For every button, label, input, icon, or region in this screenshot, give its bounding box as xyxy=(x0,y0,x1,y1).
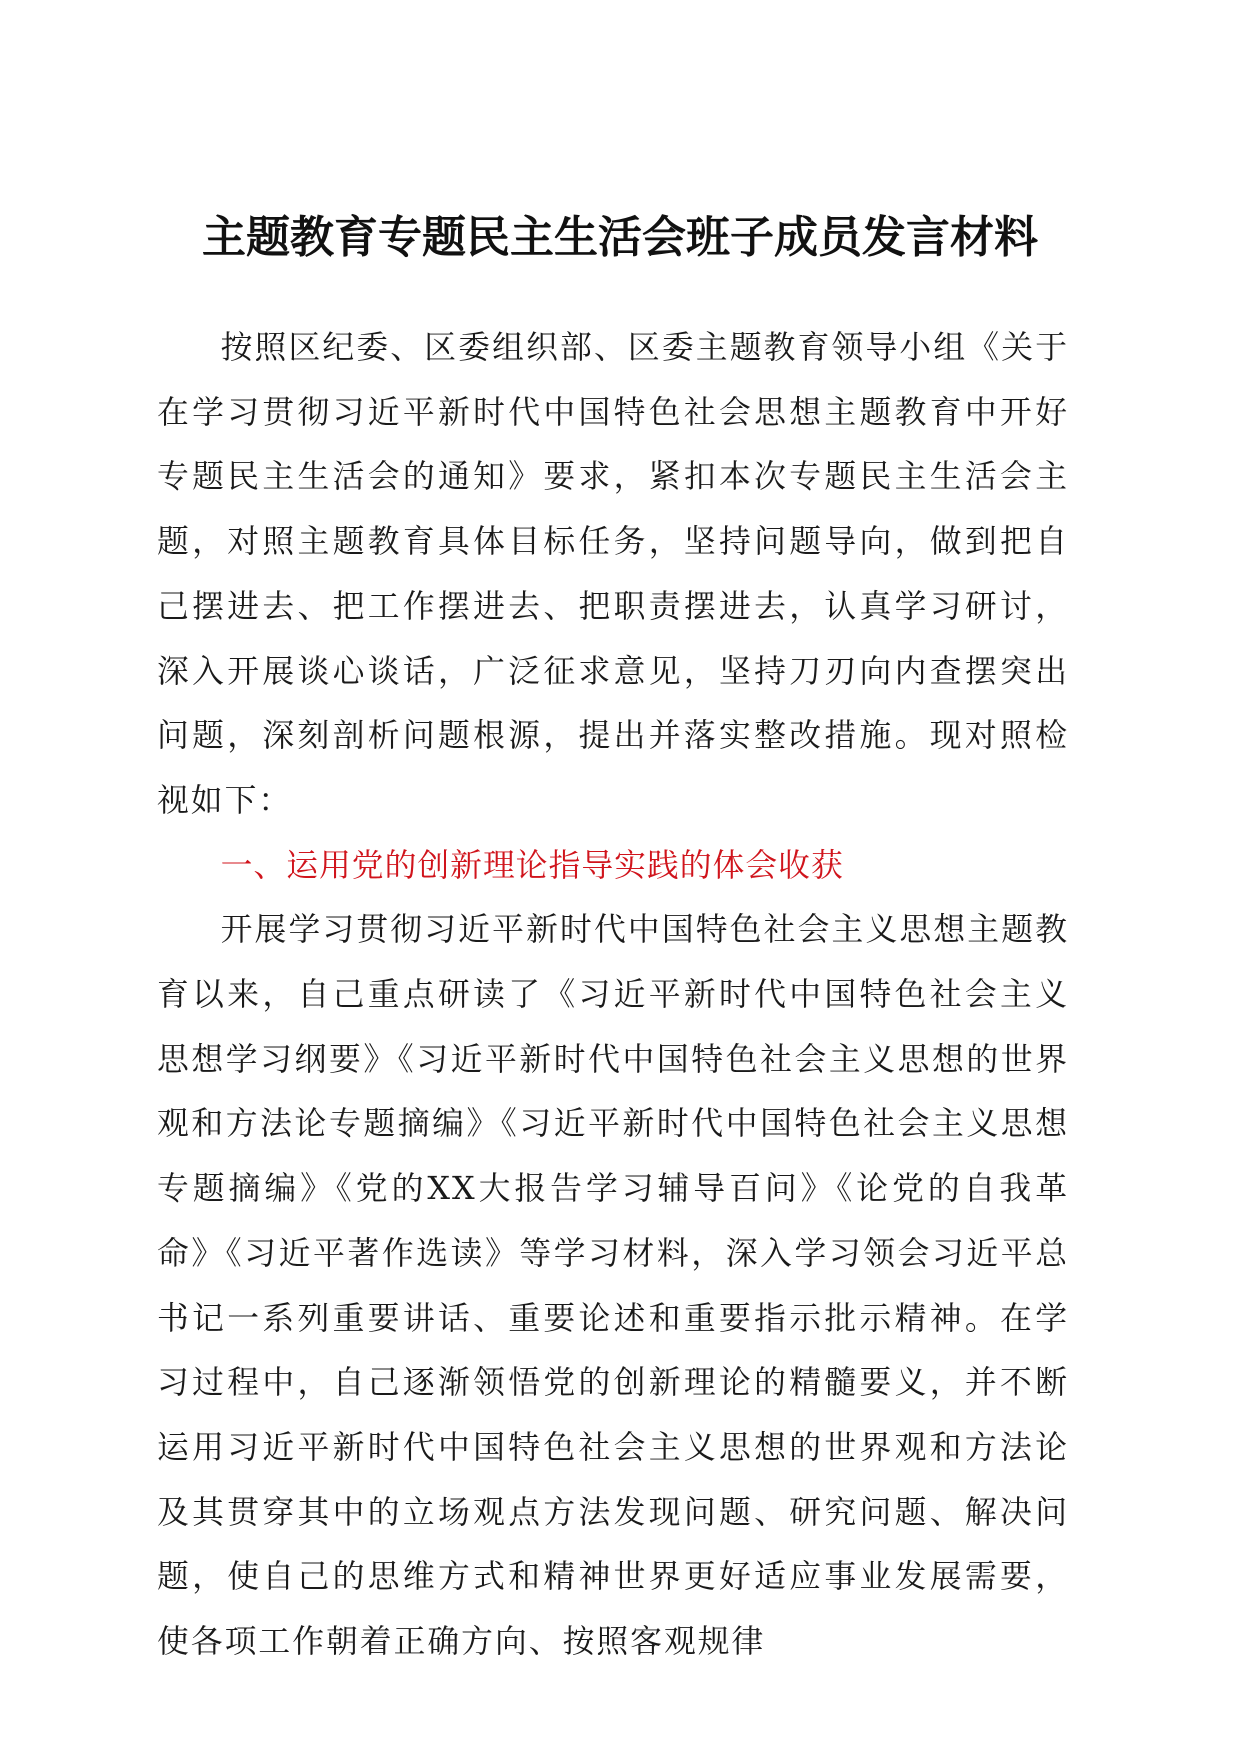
document-title: 主题教育专题民主生活会班子成员发言材料 xyxy=(202,212,1038,263)
section-1-paragraph: 开展学习贯彻习近平新时代中国特色社会主义思想主题教育以来，自己重点研读了《习近平新时代中国特色社会主义思想学习纲要》《习近平新时代中国特色社会主义思想的世界观和方法论专题摘编》《习近平新时代中国特色社会主义思想专题摘编》《党的XX大报告学习辅导百问》《论党的自我革命》《习近平著作选读》等学习材料，深入学习领会习近平总书记一系列重要讲话、重要论述和重要指示批示精神。在学习过程中，自己逐渐领悟党的创新理论的精髓要义，并不断运用习近平新时代中国特色社会主义思想的世界观和方法论及其贯穿其中的立场观点方法发现问题、研究问题、解决问题，使自己的思维方式和精神世界更好适应事业发展需要，使各项工作朝着正确方向、按照客观规律 xyxy=(157,911,1069,1661)
intro-paragraph: 按照区纪委、区委组织部、区委主题教育领导小组《关于在学习贯彻习近平新时代中国特色社会思想主题教育中开好专题民主生活会的通知》要求，紧扣本次专题民主生活会主题，对照主题教育具体目标任务，坚持问题导向，做到把自己摆进去、把工作摆进去、把职责摆进去，认真学习研讨，深入开展谈心谈话，广泛征求意见，坚持刀刃向内查摆突出问题，深刻剖析问题根源，提出并落实整改措施。现对照检视如下： xyxy=(157,329,1069,819)
section-heading-1: 一、运用党的创新理论指导实践的体会收获 xyxy=(220,846,844,884)
document-body xyxy=(157,316,1069,1675)
